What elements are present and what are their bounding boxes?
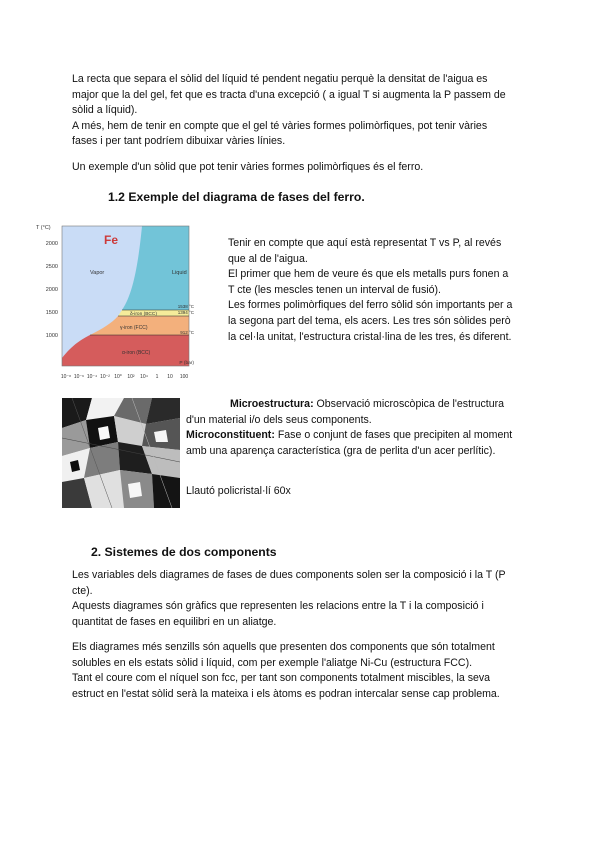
y-tick: 2000 — [45, 287, 58, 293]
y-axis-label: T (°C) — [36, 225, 51, 231]
intro-line: A més, hem de tenir en compte que el gel té vàries formes polimòrfiques, pot tenir vàries — [72, 119, 488, 132]
temp-label: 1394 °C — [177, 310, 194, 315]
diagram-text-line: la cel·la unitat, l'estructura cristal·lina de les tres, és diferent. — [228, 330, 512, 343]
intro-line: major que la del gel, fet que es tracta d'una excepció ( a igual T si augmenta la P passem de — [72, 88, 506, 101]
diagram-text-line: la segona part del tema, els acers. Les tres són sòlides però — [228, 314, 511, 327]
microstructure-term: Microestructura: — [230, 398, 314, 410]
y-tick: 1000 — [45, 333, 58, 339]
microconstituent-def-1: Fase o conjunt de fases que precipiten al moment — [274, 429, 513, 442]
delta-label: δ-iron (BCC) — [130, 312, 157, 317]
section-2-line: Els diagrames més senzills són aquells que presenten dos components que són totalment — [72, 641, 495, 653]
section-2-line: Tant el coure com el níquel son fcc, per tant son components totalment miscibles, la seva — [72, 672, 491, 685]
micrograph-caption: Llautó policristal·lí 60x — [186, 485, 291, 497]
x-tick: 10⁴ — [140, 374, 148, 380]
microstructure-def-1: Observació microscòpica de l'estructura — [313, 398, 505, 410]
microconstituent-definition — [186, 428, 512, 444]
section-2-paragraph-2 — [72, 640, 500, 702]
x-tick: 10⁻⁶ — [73, 374, 85, 380]
element-label: Fe — [104, 233, 119, 247]
diagram-text-line: que al de l'aigua. — [228, 252, 308, 265]
liquid-label: Liquid — [172, 270, 187, 276]
temp-label: 912 °C — [180, 330, 194, 335]
x-tick: 10⁻² — [100, 374, 110, 380]
section-2-line: Les variables dels diagrames de fases de dues components solen ser la composició i la T (P — [72, 569, 506, 581]
microconstituent-term: Microconstituent: — [186, 429, 275, 442]
definitions — [186, 397, 512, 459]
intro-line: fases i per tant podríem dibuixar vàries línies. — [72, 135, 286, 148]
section-2-title: 2. Sistemes de dos components — [91, 545, 277, 559]
intro-paragraph — [72, 72, 506, 150]
gamma-label: γ-iron (FCC) — [120, 325, 148, 331]
x-tick: 10 — [167, 374, 173, 380]
y-tick: 2000 — [45, 241, 58, 247]
y-tick: 1500 — [45, 310, 58, 316]
microconstituent-def-2: amb una aparença característica (gra de perlita d'un acer perlític). — [186, 444, 496, 457]
x-tick: 1 — [155, 374, 159, 380]
diagram-text-line: Tenir en compte que aquí està representat T vs P, al revés — [228, 237, 502, 249]
section-2-line: quantitat de fases en equilibri en un aliatge. — [72, 615, 277, 628]
iron-phase-diagram — [34, 218, 194, 383]
diagram-explanation — [228, 236, 512, 345]
x-tick: 10⁻⁴ — [86, 374, 98, 380]
x-tick: 100 — [179, 374, 189, 380]
section-1-2-title: 1.2 Exemple del diagrama de fases del ferro. — [108, 190, 365, 204]
diagram-text-line: Les formes polimòrfiques del ferro sòlid són importants per a — [228, 299, 513, 312]
example-line: Un exemple d'un sòlid que pot tenir vàries formes polimòrfiques és el ferro. — [72, 161, 424, 173]
section-2-paragraph-1 — [72, 568, 506, 630]
pressure-label: P (bar) — [179, 361, 194, 366]
diagram-text-line: El primer que hem de veure és que els metalls purs fonen a — [228, 268, 509, 281]
alpha-label: α-iron (BCC) — [122, 350, 151, 356]
intro-line: La recta que separa el sòlid del líquid té pendent negatiu perquè la densitat de l'aigua es — [72, 73, 488, 85]
section-2-line: estruct en l'estat sòlid serà la mateixa i els àtoms es podran intercalar sense cap problema. — [72, 687, 500, 700]
microstructure-definition — [186, 397, 512, 413]
intro-line: sòlid a líquid). — [72, 104, 138, 117]
vapor-label: Vapor — [90, 270, 105, 276]
x-tick: 10⁰ — [114, 374, 122, 380]
section-2-line: cte). — [72, 584, 93, 597]
brass-micrograph — [62, 398, 180, 508]
microstructure-def-2: d'un material i/o dels seus components. — [186, 413, 372, 426]
diagram-text-line: T cte (les mescles tenen un interval de fusió). — [228, 283, 441, 296]
x-tick: 10⁻⁸ — [60, 374, 72, 380]
x-tick: 10² — [127, 374, 135, 380]
section-2-line: solubles en els estats sòlid i líquid, com per exemple l'aliatge Ni-Cu (estructura FCC). — [72, 656, 473, 669]
y-tick: 2500 — [45, 264, 58, 270]
temp-label: 1538 °C — [177, 304, 194, 309]
section-2-line: Aquests diagrames són gràfics que representen les relacions entre la T i la composició i — [72, 600, 484, 613]
